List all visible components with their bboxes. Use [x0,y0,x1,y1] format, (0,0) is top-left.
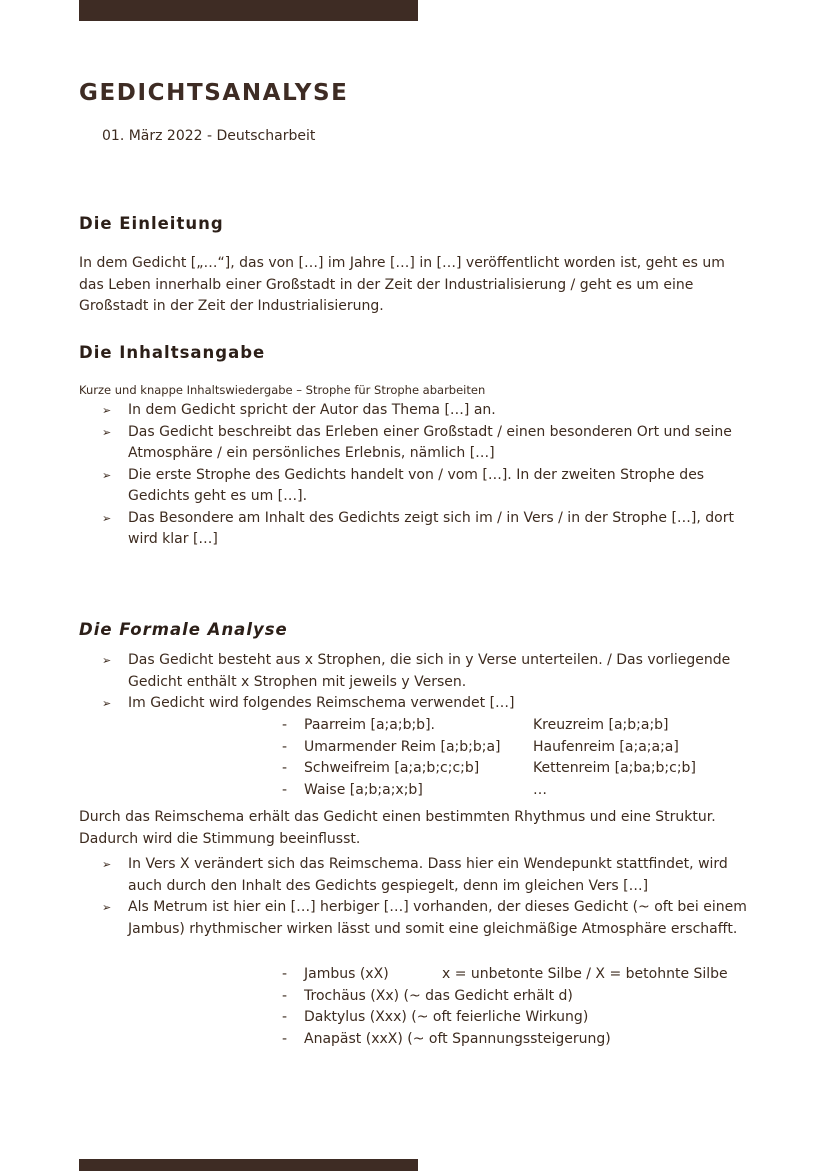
document-title: GEDICHTSANALYSE [79,80,349,106]
list-item: - Trochäus (Xx) (~ das Gedicht erhält d) [282,987,573,1004]
arrow-bullet-icon: ➢ [102,425,112,439]
reimschema-paragraph: Durch das Reimschema erhält das Gedicht einen bestimmten Rhythmus und eine Struktur. Dadurch wird die Stimmung beeinflusst. [79,809,716,847]
list-item: - Waise [a;b;a;x;b] … [282,781,547,798]
meter-list [282,964,728,1050]
list-item: - Schweifreim [a;a;b;c;c;b] Kettenreim [a;ba;b;c;b] [282,760,696,776]
list-item: ➢ Das Besondere am Inhalt des Gedichts zeigt sich im / in Vers / in der Strophe […], dort wird klar […] [102,509,734,547]
list-item: - Paarreim [a;a;b;b]. Kreuzreim [a;b;a;b] [282,717,669,733]
inhaltsangabe-list [100,400,750,551]
arrow-bullet-icon: ➢ [102,404,112,417]
list-item: ➢ In Vers X verändert sich das Reimschema. Dass hier ein Wendepunkt stattfindet, wird auch durch den Inhalt des Gedichts gespiegelt, denn im gleichen Vers […] [102,856,728,894]
document-subtitle: 01. März 2022 - Deutscharbeit [102,128,316,144]
heading-formale-analyse: Die Formale Analyse [79,620,288,639]
inhaltsangabe-note: Kurze und knappe Inhaltswiedergabe – Strophe für Strophe abarbeiten [79,383,486,397]
bottom-decor-bar [79,1159,418,1171]
arrow-bullet-icon: ➢ [102,511,112,525]
top-decor-bar [79,0,418,21]
list-item: ➢ Das Gedicht beschreibt das Erleben einer Großstadt / einen besonderen Ort und seine Atmosphäre / ein persönliches Erlebnis, nämlich […] [102,423,732,461]
heading-einleitung: Die Einleitung [79,214,224,233]
list-item: ➢ In dem Gedicht spricht der Autor das Thema […] an. [100,400,750,422]
arrow-bullet-icon: ➢ [102,858,112,871]
list-item: ➢ Die erste Strophe des Gedichts handelt von / vom […]. In der zweiten Strophe des Gedichts geht es um […]. [102,466,705,504]
arrow-bullet-icon: ➢ [102,901,112,914]
list-item: - Anapäst (xxX) (~ oft Spannungssteigerung) [282,1030,611,1047]
arrow-bullet-icon: ➢ [102,468,112,482]
arrow-bullet-icon: ➢ [102,697,112,710]
formale-list-2 [100,854,750,940]
arrow-bullet-icon: ➢ [102,654,112,667]
rhyme-scheme-list [282,715,696,801]
list-item: ➢ Im Gedicht wird folgendes Reimschema verwendet […] [100,693,750,715]
heading-inhaltsangabe: Die Inhaltsangabe [79,343,266,362]
einleitung-text: In dem Gedicht [„…“], das von […] im Jahre […] in […] veröffentlicht worden ist, geht es um das Leben innerhalb einer Großstadt in der Zeit der Industrialisierung / geht es um eine Großstadt in der Zeit der Industrialisierung. [79,255,725,314]
list-item: ➢ Das Gedicht besteht aus x Strophen, die sich in y Verse unterteilen. / Das vorliegende Gedicht enthält x Strophen mit jeweils y Versen. [102,652,731,690]
list-item: - Daktylus (Xxx) (~ oft feierliche Wirkung) [282,1009,589,1025]
formale-list-1 [100,650,750,715]
list-item: ➢ Als Metrum ist hier ein […] herbiger […] vorhanden, der dieses Gedicht (~ oft bei einem Jambus) rhythmischer wirken lässt und somit eine gleichmäßige Atmosphäre erschafft. [102,899,747,937]
list-item: - Umarmender Reim [a;b;b;a] Haufenreim [a;a;a;a] [282,738,679,755]
list-item: - Jambus (xX) x = unbetonte Silbe / X = betohnte Silbe [282,966,728,982]
